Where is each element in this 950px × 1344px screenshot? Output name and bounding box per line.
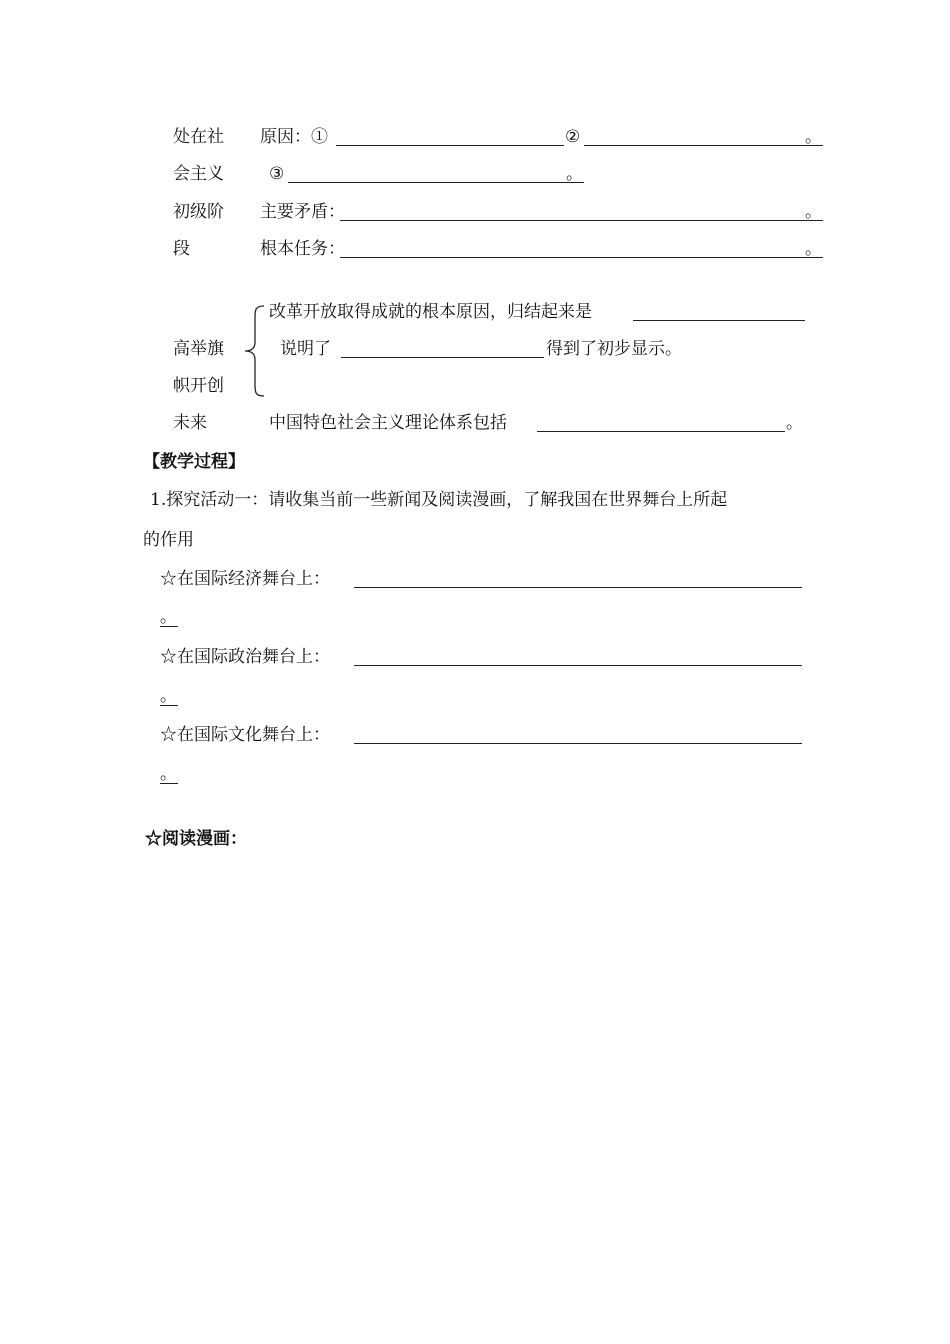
reason-1-blank[interactable] [336, 145, 564, 146]
reason-label: 原因：① [260, 127, 328, 147]
banner-label-line-1: 高举旗 [173, 339, 224, 359]
stage-label-line-1: 处在社 [173, 127, 224, 147]
culture-period-underline [160, 783, 178, 784]
theory-blank[interactable] [537, 431, 785, 432]
stage-label-line-4: 段 [173, 239, 190, 259]
reason-2-marker: ② [565, 127, 581, 147]
banner-label-line-2: 帜开创 [173, 376, 224, 396]
politics-period-underline [160, 705, 178, 706]
reason-2-blank[interactable] [584, 145, 823, 146]
theory-line-text: 中国特色社会主义理论体系包括 [269, 413, 507, 433]
economy-blank[interactable] [354, 587, 802, 588]
reform-reason-blank[interactable] [633, 320, 805, 321]
main-contradiction-label: 主要矛盾： [260, 202, 345, 222]
economy-period: 。 [160, 607, 177, 627]
culture-label: ☆在国际文化舞台上： [160, 725, 330, 745]
politics-blank[interactable] [354, 665, 802, 666]
activity-line-1: 1.探究活动一：请收集当前一些新闻及阅读漫画，了解我国在世界舞台上所起 [150, 490, 728, 510]
reason-3-period: 。 [566, 164, 583, 184]
shows-blank[interactable] [341, 357, 544, 358]
theory-period: 。 [786, 413, 803, 433]
reform-line-text: 改革开放取得成就的根本原因，归结起来是 [269, 302, 592, 322]
activity-line-2: 的作用 [143, 530, 194, 550]
reason-3-blank[interactable] [288, 182, 584, 183]
economy-period-underline [160, 626, 178, 627]
stage-label-line-2: 会主义 [173, 164, 224, 184]
fundamental-task-label: 根本任务： [260, 239, 345, 259]
fundamental-task-period: 。 [805, 239, 822, 259]
politics-period: 。 [160, 686, 177, 706]
curly-brace-icon [240, 304, 266, 398]
politics-label: ☆在国际政治舞台上： [160, 647, 330, 667]
economy-label: ☆在国际经济舞台上： [160, 569, 330, 589]
main-contradiction-period: 。 [805, 202, 822, 222]
shows-prefix: 说明了 [280, 339, 331, 359]
teaching-process-heading: 【教学过程】 [143, 452, 245, 472]
banner-label-line-3: 未来 [173, 413, 207, 433]
fundamental-task-blank[interactable] [340, 257, 823, 258]
culture-blank[interactable] [354, 743, 802, 744]
stage-label-line-3: 初级阶 [173, 202, 224, 222]
shows-suffix: 得到了初步显示。 [546, 339, 682, 359]
main-contradiction-blank[interactable] [340, 220, 823, 221]
comic-heading: ☆阅读漫画： [145, 829, 247, 849]
reason-2-period: 。 [805, 127, 822, 147]
culture-period: 。 [160, 764, 177, 784]
reason-3-marker: ③ [269, 164, 285, 184]
